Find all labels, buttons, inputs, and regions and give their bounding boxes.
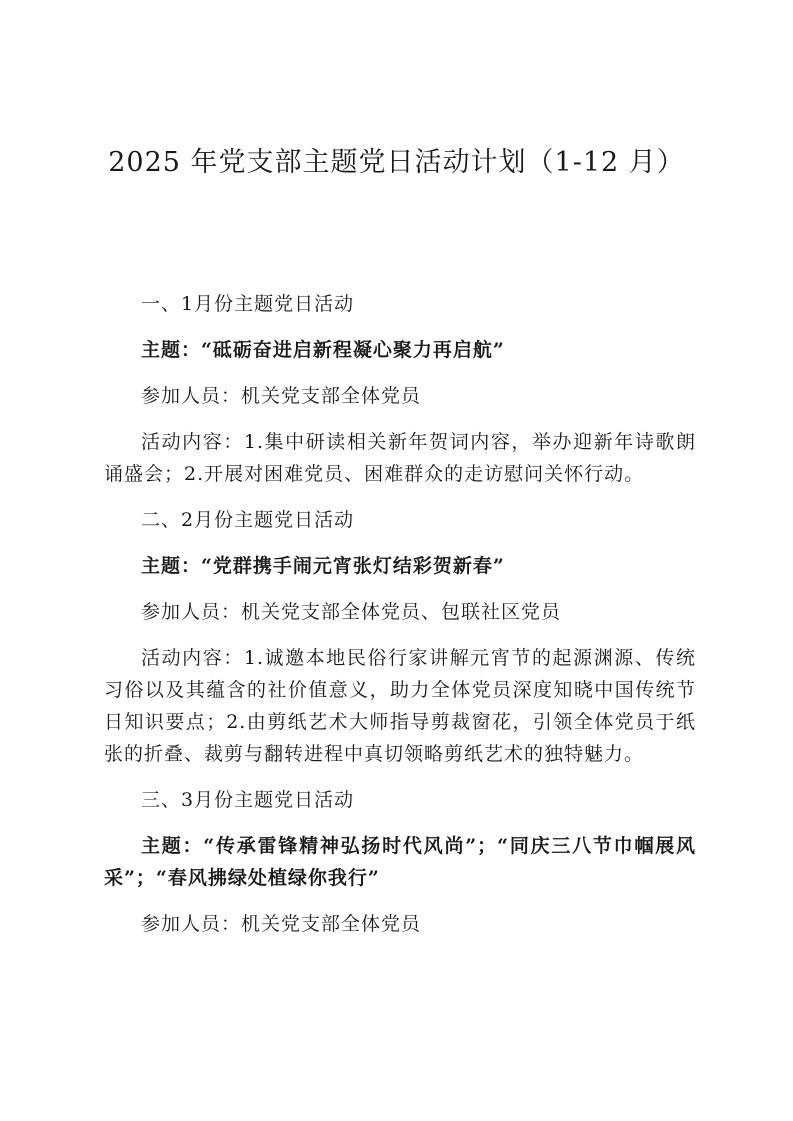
section-participants: 参加人员：机关党支部全体党员 xyxy=(141,913,422,935)
section-participants: 参加人员：机关党支部全体党员、包联社区党员 xyxy=(141,601,562,623)
section-theme: 主题：“传承雷锋精神弘扬时代风尚”；“同庆三八节巾帼展风采”；“春风拂绿处植绿你我行” xyxy=(104,835,696,889)
document-title: 2025 年党支部主题党日活动计划（1-12 月） xyxy=(108,147,685,178)
document-body xyxy=(104,288,696,954)
section-activities: 活动内容：1.诚邀本地民俗行家讲解元宵节的起源渊源、传统习俗以及其蕴含的社价值意义，助力全体党员深度知晓中国传统节日知识要点；2.由剪纸艺术大师指导剪裁窗花，引领全体党员于纸张的折叠、裁剪与翻转进程中真切领略剪纸艺术的独特魅力。 xyxy=(104,647,696,765)
section-theme: 主题：“砥砺奋进启新程凝心聚力再启航” xyxy=(141,339,505,361)
section-activities: 活动内容：1.集中研读相关新年贺词内容，举办迎新年诗歌朗诵盛会；2.开展对困难党员、困难群众的走访慰问关怀行动。 xyxy=(104,431,696,485)
section-heading: 三、3月份主题党日活动 xyxy=(141,789,355,811)
section-theme: 主题：“党群携手闹元宵张灯结彩贺新春” xyxy=(141,555,505,577)
section-heading: 二、2月份主题党日活动 xyxy=(141,509,355,531)
section-participants: 参加人员：机关党支部全体党员 xyxy=(141,385,422,407)
section-heading: 一、1月份主题党日活动 xyxy=(141,293,355,315)
